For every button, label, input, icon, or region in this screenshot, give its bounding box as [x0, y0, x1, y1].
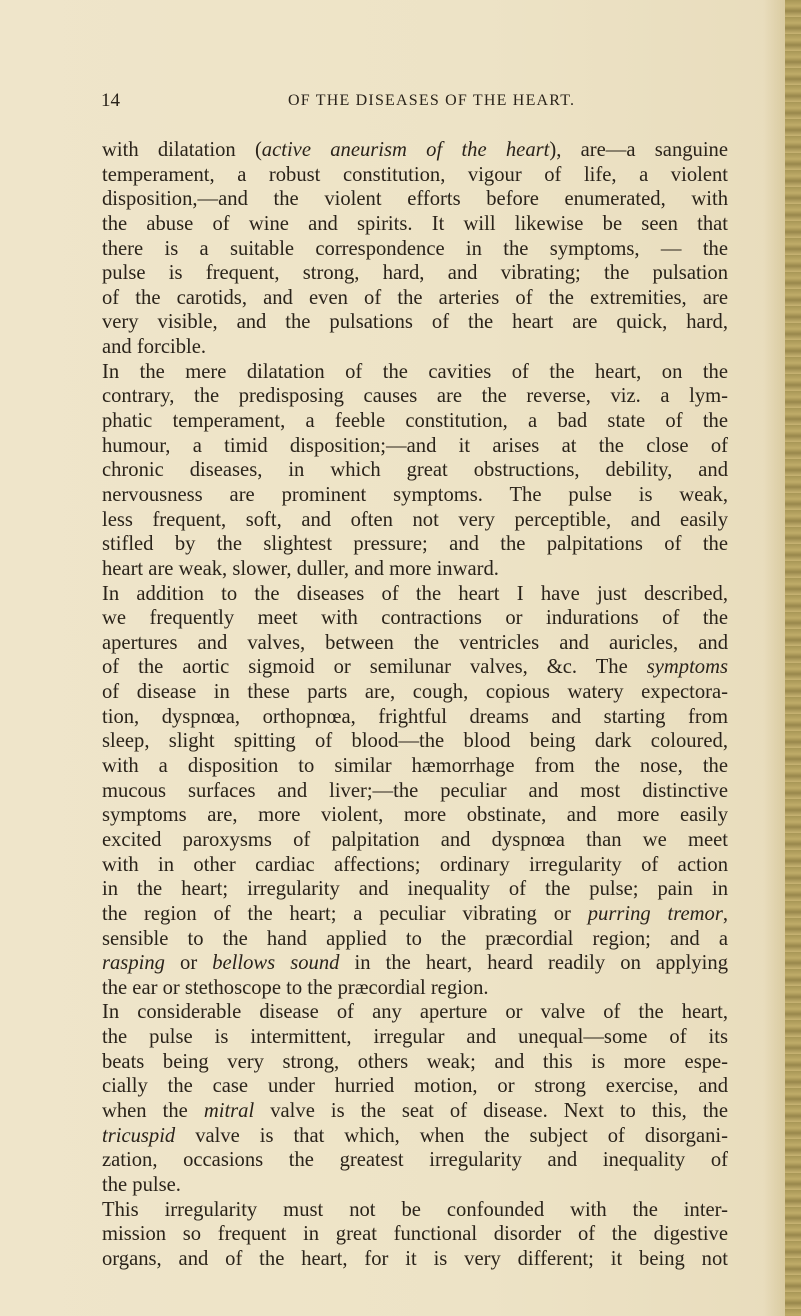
text-line — [102, 1025, 728, 1050]
text-run: less frequent, soft, and often not very perceptible, and easily — [102, 508, 728, 531]
text-run: heart are weak, slower, duller, and more inward. — [102, 557, 499, 580]
text-line — [102, 902, 728, 927]
text-line — [102, 779, 728, 804]
text-run: with a disposition to similar hæmorrhage from the nose, the — [102, 755, 728, 778]
italic-text: purring tremor — [587, 902, 723, 925]
italic-text: rasping — [102, 952, 165, 975]
text-line — [102, 1000, 728, 1025]
italic-text: mitral — [203, 1099, 255, 1122]
text-run: we frequently meet with contractions or indurations of the — [102, 607, 728, 630]
text-run: This irregularity must not be confounded with the inter- — [102, 1198, 728, 1221]
text-line — [102, 803, 728, 828]
text-line — [102, 163, 728, 188]
text-line — [102, 951, 728, 976]
text-run: humour, a timid disposition;—and it arises at the close of — [102, 434, 728, 457]
text-run: the abuse of wine and spirits. It will likewise be seen that — [102, 212, 728, 235]
text-line — [102, 705, 728, 730]
text-line — [102, 606, 728, 631]
text-run: sensible to the hand applied to the præcordial region; and a — [102, 927, 728, 950]
text-run: mucous surfaces and liver;—the peculiar and most distinctive — [102, 779, 728, 802]
text-line — [102, 877, 728, 902]
text-run: In addition to the diseases of the heart I have just described, — [102, 582, 728, 605]
page-header — [0, 90, 801, 114]
text-line — [102, 729, 728, 754]
text-run: excited paroxysms of palpitation and dyspnœa than we meet — [102, 828, 728, 851]
text-run: mission so frequent in great functional disorder of the digestive — [102, 1223, 728, 1246]
text-line — [102, 1173, 728, 1198]
text-line — [102, 1222, 728, 1247]
text-line — [102, 212, 728, 237]
text-line — [102, 310, 728, 335]
text-run: beats being very strong, others weak; and this is more espe- — [102, 1050, 728, 1073]
text-run: valve is the seat of disease. Next to this, the — [254, 1099, 728, 1122]
text-line — [102, 1099, 728, 1124]
gilt-page-edge — [785, 0, 801, 1316]
running-head: OF THE DISEASES OF THE HEART. — [288, 92, 576, 109]
text-line — [102, 187, 728, 212]
text-run: the ear or stethoscope to the præcordial region. — [102, 976, 489, 999]
text-run: there is a suitable correspondence in the symptoms, — the — [102, 237, 728, 260]
text-line — [102, 434, 728, 459]
text-line — [102, 458, 728, 483]
text-line — [102, 754, 728, 779]
text-line — [102, 1247, 728, 1272]
text-line — [102, 557, 728, 582]
text-line — [102, 384, 728, 409]
text-run: and forcible. — [102, 336, 207, 359]
text-line — [102, 976, 728, 1001]
text-line — [102, 1124, 728, 1149]
text-run: when the — [102, 1099, 204, 1122]
italic-text: symptoms — [646, 656, 728, 679]
text-run: organs, and of the heart, for it is very different; it being not — [102, 1247, 728, 1270]
text-run: with in other cardiac affections; ordinary irregularity of action — [102, 853, 728, 876]
text-run: of the aortic sigmoid or semilunar valves, &c. The — [102, 656, 647, 679]
text-run: disposition,—and the violent efforts before enumerated, with — [102, 188, 728, 211]
text-line — [102, 1198, 728, 1223]
text-run: tion, dyspnœa, orthopnœa, frightful dreams and starting from — [102, 705, 728, 728]
page-edge-shadow — [763, 0, 785, 1316]
text-run: with dilatation ( — [102, 139, 262, 161]
text-run: symptoms are, more violent, more obstinate, and more easily — [102, 804, 728, 827]
text-run: zation, occasions the greatest irregularity and inequality of — [102, 1149, 728, 1172]
italic-text: bellows sound — [212, 952, 340, 975]
text-run: stifled by the slightest pressure; and the palpitations of the — [102, 533, 728, 556]
text-line — [102, 409, 728, 434]
italic-text: tricuspid — [102, 1124, 176, 1147]
text-run: phatic temperament, a feeble constitution, a bad state of the — [102, 410, 728, 433]
text-line — [102, 1148, 728, 1173]
text-run: temperament, a robust constitution, vigour of life, a violent — [102, 163, 728, 186]
text-line — [102, 286, 728, 311]
text-line — [102, 532, 728, 557]
text-line — [102, 631, 728, 656]
text-line — [102, 335, 728, 360]
text-run: the pulse is intermittent, irregular and unequal—some of its — [102, 1026, 728, 1049]
text-line — [102, 853, 728, 878]
text-run: ), are—a sanguine — [549, 139, 728, 161]
text-line — [102, 483, 728, 508]
text-line — [102, 508, 728, 533]
text-run: of the carotids, and even of the arteries of the extremities, are — [102, 286, 728, 309]
italic-text: active aneurism of the heart — [261, 139, 550, 161]
text-run: contrary, the predisposing causes are the reverse, viz. a lym- — [102, 385, 728, 408]
text-run: In considerable disease of any aperture or valve of the heart, — [102, 1001, 728, 1024]
page-number: 14 — [101, 90, 120, 111]
text-line — [102, 1050, 728, 1075]
body-text — [102, 138, 728, 1271]
text-line — [102, 261, 728, 286]
text-run: apertures and valves, between the ventricles and auricles, and — [102, 631, 728, 654]
text-run: in the heart; irregularity and inequality of the pulse; pain in — [102, 878, 728, 901]
text-run: of disease in these parts are, cough, copious watery expectora- — [102, 681, 728, 704]
text-run: very visible, and the pulsations of the heart are quick, hard, — [102, 311, 728, 334]
text-line — [102, 1074, 728, 1099]
text-run: or — [164, 952, 213, 975]
text-run: chronic diseases, in which great obstructions, debility, and — [102, 459, 728, 482]
text-line — [102, 680, 728, 705]
text-line — [102, 237, 728, 262]
text-run: pulse is frequent, strong, hard, and vibrating; the pulsation — [102, 262, 728, 285]
text-line — [102, 138, 728, 163]
text-line — [102, 828, 728, 853]
text-line — [102, 360, 728, 385]
text-run: , — [722, 902, 728, 925]
text-run: valve is that which, when the subject of disorgani- — [175, 1124, 728, 1147]
text-run: the region of the heart; a peculiar vibrating or — [102, 902, 588, 925]
text-run: in the heart, heard readily on applying — [339, 952, 728, 975]
text-run: In the mere dilatation of the cavities of the heart, on the — [102, 360, 728, 383]
text-run: cially the case under hurried motion, or strong exercise, and — [102, 1075, 728, 1098]
text-run: sleep, slight spitting of blood—the blood being dark coloured, — [102, 730, 728, 753]
text-line — [102, 655, 728, 680]
text-line — [102, 582, 728, 607]
text-run: nervousness are prominent symptoms. The pulse is weak, — [102, 483, 728, 506]
text-run: the pulse. — [102, 1173, 181, 1196]
text-line — [102, 927, 728, 952]
